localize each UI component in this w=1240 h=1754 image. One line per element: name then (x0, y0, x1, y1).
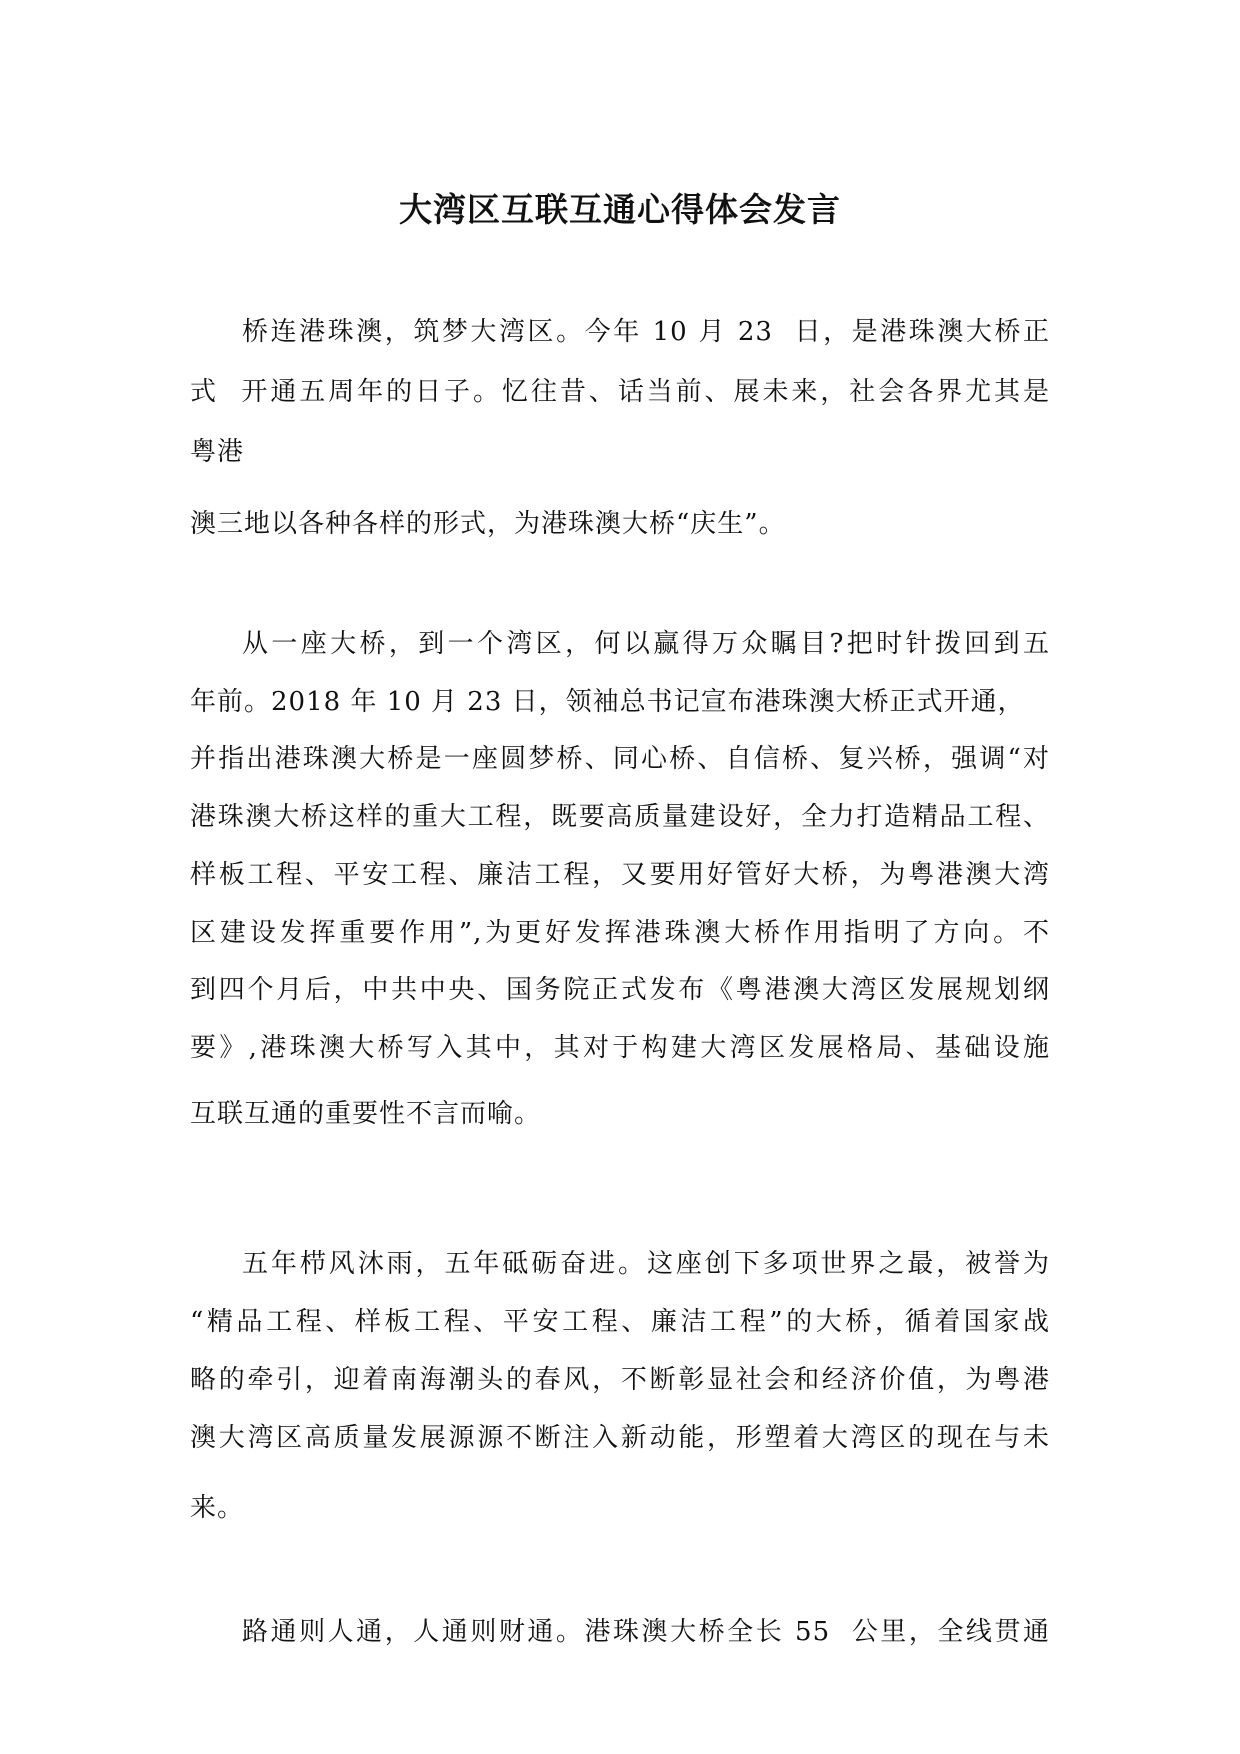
paragraph-2-line-6: 区建设发挥重要作用”,为更好发挥港珠澳大桥作用指明了方向。不 (190, 918, 1050, 948)
paragraph-1-line-4: 澳三地以各种各样的形式，为港珠澳大桥“庆生”。 (190, 509, 786, 539)
paragraph-2-line-9: 互联互通的重要性不言而喻。 (190, 1099, 542, 1129)
paragraph-2-line-1: 从一座大桥，到一个湾区，何以赢得万众瞩目?把时针拨回到五 (242, 629, 1050, 659)
paragraph-3-line-3: 略的牵引，迎着南海潮头的春风，不断彰显社会和经济价值，为粤港 (190, 1365, 1050, 1395)
paragraph-3-line-2: “精品工程、样板工程、平安工程、廉洁工程”的大桥，循着国家战 (190, 1307, 1050, 1337)
document-title: 大湾区互联互通心得体会发言 (399, 190, 841, 229)
paragraph-4-line-1: 路通则人通，人通则财通。港珠澳大桥全长 55 公里，全线贯通 (242, 1617, 1050, 1647)
paragraph-3-line-5: 来。 (190, 1493, 245, 1523)
paragraph-1-line-3: 粤港 (190, 437, 245, 467)
paragraph-2-line-2: 年前。2018 年 10 月 23 日，领袖总书记宣布港珠澳大桥正式开通， (190, 687, 1025, 717)
paragraph-1-line-1: 桥连港珠澳，筑梦大湾区。今年 10 月 23 日，是港珠澳大桥正 (242, 317, 1050, 347)
paragraph-2-line-5: 样板工程、平安工程、廉洁工程，又要用好管好大桥，为粤港澳大湾 (190, 860, 1050, 890)
paragraph-3-line-1: 五年栉风沐雨，五年砥砺奋进。这座创下多项世界之最，被誉为 (242, 1249, 1050, 1279)
paragraph-2-line-8: 要》,港珠澳大桥写入其中，其对于构建大湾区发展格局、基础设施 (190, 1033, 1050, 1063)
paragraph-2-line-3: 并指出港珠澳大桥是一座圆梦桥、同心桥、自信桥、复兴桥，强调“对 (190, 744, 1050, 774)
paragraph-3-line-4: 澳大湾区高质量发展源源不断注入新动能，形塑着大湾区的现在与未 (190, 1423, 1050, 1453)
paragraph-2-line-4: 港珠澳大桥这样的重大工程，既要高质量建设好，全力打造精品工程、 (190, 802, 1050, 832)
paragraph-1-line-2: 式 开通五周年的日子。忆往昔、话当前、展未来，社会各界尤其是 (190, 377, 1050, 407)
paragraph-2-line-7: 到四个月后，中共中央、国务院正式发布《粤港澳大湾区发展规划纲 (190, 975, 1050, 1005)
